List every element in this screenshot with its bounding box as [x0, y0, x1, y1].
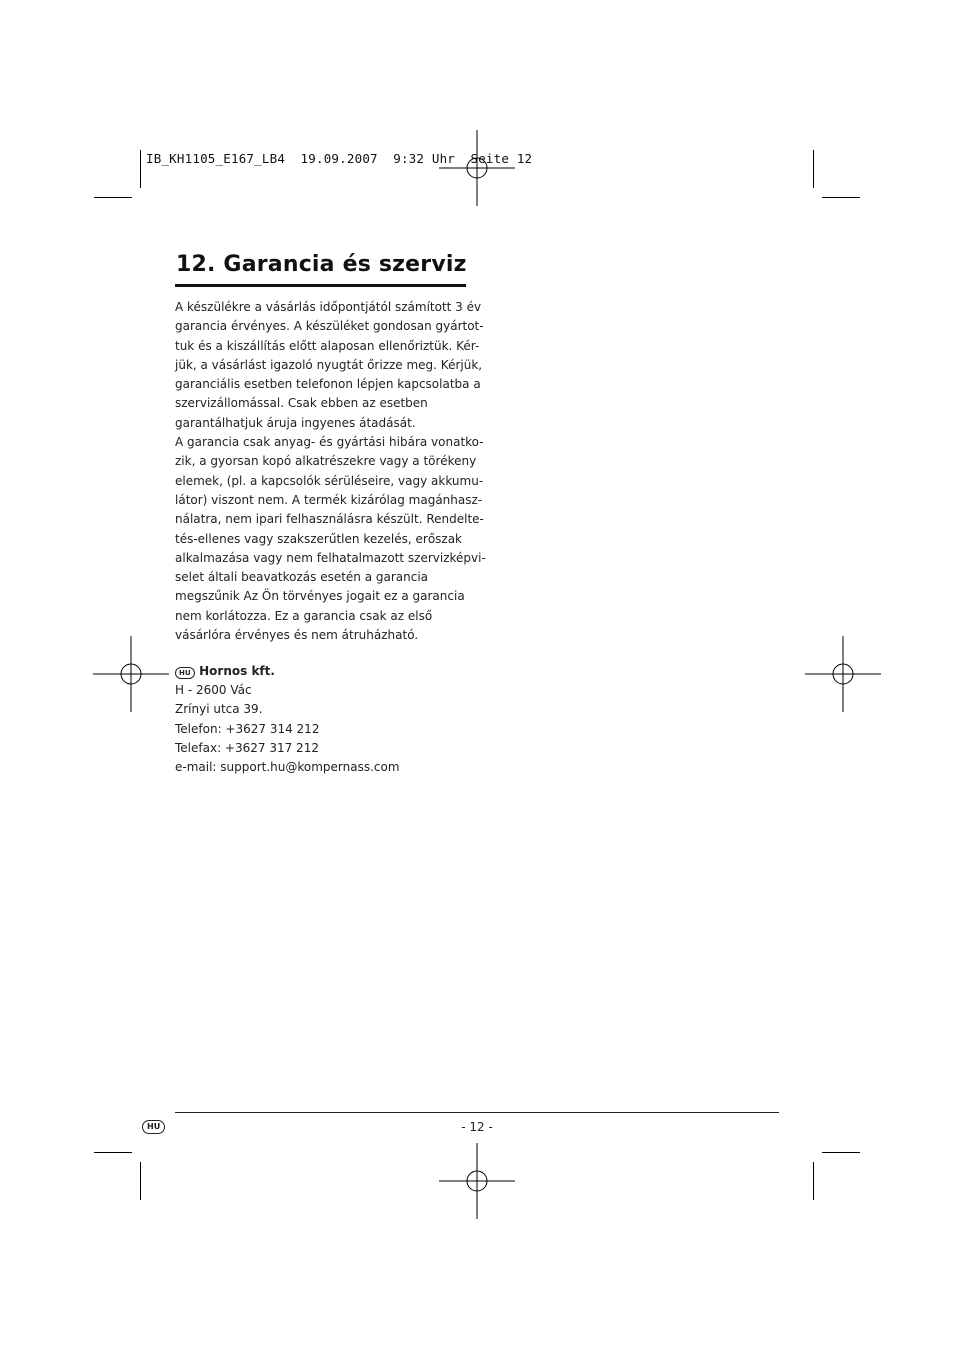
- text-line: garancia érvényes. A készüléket gondosan gyártot-: [175, 319, 484, 334]
- company-name: Hornos kft.: [199, 664, 275, 678]
- text-line: látor) viszont nem. A termék kizárólag magánhasz-: [175, 492, 483, 507]
- text-line: jük, a vásárlást igazoló nyugtát őrizze meg. Kérjük,: [175, 357, 483, 372]
- text-line: A garancia csak anyag- és gyártási hibára vonatko-: [175, 435, 484, 450]
- company-name-row: [175, 662, 495, 681]
- text-line: zik, a gyorsan kopó alkatrészekre vagy a törékeny: [175, 454, 477, 469]
- text-line: garanciális esetben telefonon lépjen kapcsolatba a: [175, 377, 481, 392]
- text-line: garantálhatjuk áruja ingyenes átadását.: [175, 415, 416, 430]
- crop-mark: [94, 1152, 132, 1153]
- phone-line: Telefon: +3627 314 212: [175, 721, 320, 736]
- text-line: tuk és a kiszállítás előtt alaposan ellenőriztük. Kér-: [175, 338, 480, 353]
- email-line: e-mail: support.hu@kompernass.com: [175, 760, 400, 775]
- text-line: tés-ellenes vagy szakszerűtlen kezelés, erőszak: [175, 531, 463, 546]
- crop-mark: [822, 197, 860, 198]
- crop-mark: [822, 1152, 860, 1153]
- text-line: elemek, (pl. a kapcsolók sérüléseire, vagy akkumu-: [175, 473, 484, 488]
- crop-mark: [140, 1162, 141, 1200]
- registration-mark-icon: [805, 636, 881, 712]
- text-line: selet általi beavatkozás esetén a garancia: [175, 570, 429, 585]
- service-contact: [175, 662, 495, 777]
- registration-mark-icon: [93, 636, 169, 712]
- text-line: nálatra, nem ipari felhasználásra készült. Rendelte-: [175, 512, 484, 527]
- crop-mark: [813, 1162, 814, 1200]
- text-line: vásárlóra érvényes és nem átruházható.: [175, 628, 419, 643]
- title-underline: [175, 284, 466, 287]
- crop-mark: [140, 150, 141, 188]
- print-slug: IB_KH1105_E167_LB4 19.09.2007 9:32 Uhr Seite 12: [146, 151, 533, 166]
- text-line: alkalmazása vagy nem felhatalmazott szervizképvi-: [175, 550, 486, 565]
- text-line: nem korlátozza. Ez a garancia csak az első: [175, 608, 433, 623]
- text-line: szervizállomással. Csak ebben az esetben: [175, 396, 428, 411]
- text-line: megszűnik Az Ön törvényes jogait ez a garancia: [175, 589, 465, 604]
- crop-mark: [94, 197, 132, 198]
- warranty-text: [175, 298, 486, 645]
- address-line: H - 2600 Vác: [175, 683, 252, 698]
- registration-mark-icon: [439, 130, 515, 206]
- footer-rule: [175, 1112, 779, 1113]
- crop-mark: [813, 150, 814, 188]
- address-line: Zrínyi utca 39.: [175, 702, 263, 717]
- section-title: 12. Garancia és szerviz: [176, 252, 467, 277]
- fax-line: Telefax: +3627 317 212: [175, 740, 319, 755]
- footer-country-badge: HU: [142, 1120, 165, 1134]
- page-number: - 12 -: [461, 1120, 493, 1134]
- registration-mark-icon: [439, 1143, 515, 1219]
- hu-country-badge: HU: [175, 667, 195, 679]
- text-line: A készülékre a vásárlás időpontjától számított 3 év: [175, 300, 482, 314]
